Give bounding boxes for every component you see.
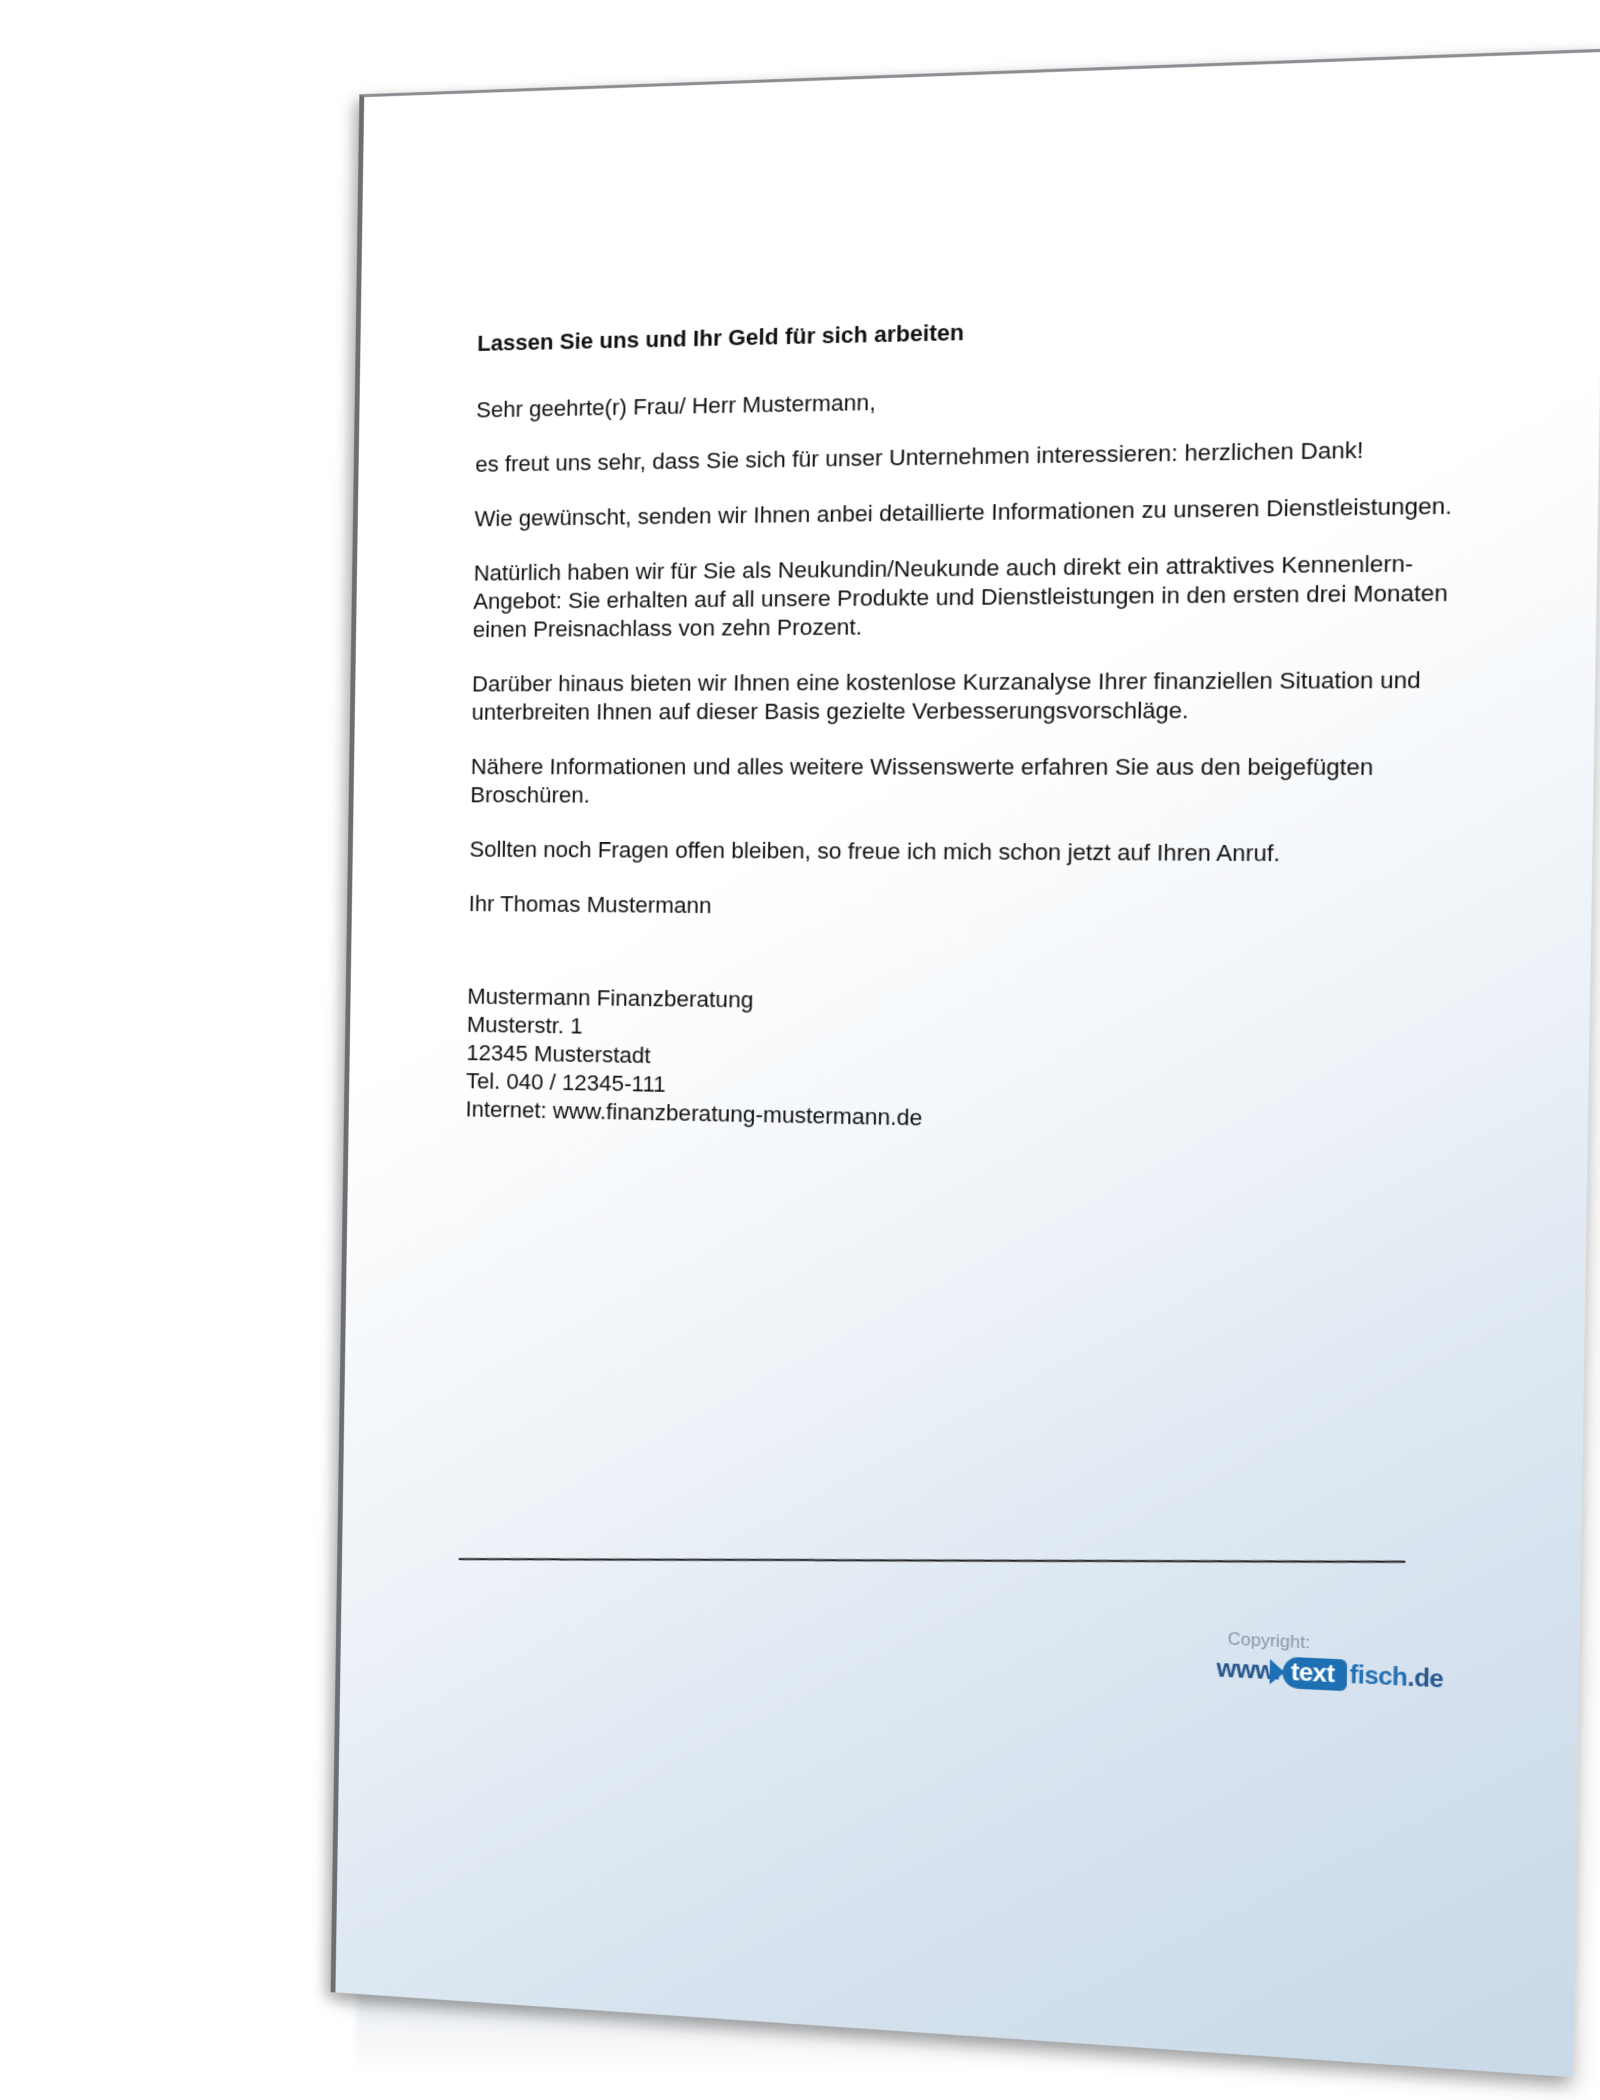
letter-title: Lassen Sie uns und Ihr Geld für sich arbeiten xyxy=(477,319,965,357)
textfisch-logo[interactable] xyxy=(1216,1653,1453,1696)
footer-divider xyxy=(459,1558,1406,1563)
logo-fish-text: text xyxy=(1290,1657,1335,1689)
letter-paragraph: Natürlich haben wir für Sie als Neukundin/Neukunde auch direkt ein attraktives Kennenlern-Angebot: Sie erhalten auf all unsere Produkte und Dienstleistungen in den ersten drei Monaten einen Preisnachlass von zehn Prozent. xyxy=(472,550,1449,643)
letter-paragraph: Nähere Informationen und alles weitere Wissenswerte erfahren Sie aus den beigefügten Broschüren. xyxy=(470,753,1374,808)
fish-icon xyxy=(1282,1657,1348,1692)
letter-paragraph: es freut uns sehr, dass Sie sich für unser Unternehmen interessieren: herzlichen Dank! xyxy=(475,436,1364,477)
logo-prefix: www. xyxy=(1216,1654,1281,1686)
address-company: Mustermann Finanzberatung xyxy=(467,983,754,1013)
address-internet: Internet: www.finanzberatung-mustermann.de xyxy=(465,1096,923,1131)
logo-middle: fisch xyxy=(1349,1660,1408,1693)
logo-suffix: .de xyxy=(1407,1663,1444,1694)
letter-paragraph: Sollten noch Fragen offen bleiben, so freue ich mich schon jetzt auf Ihren Anruf. xyxy=(469,836,1281,867)
fish-tail-icon xyxy=(1269,1659,1284,1685)
sender-address xyxy=(465,983,1447,1144)
letter-paragraph: Wie gewünscht, senden wir Ihnen anbei detaillierte Informationen zu unseren Dienstleistungen. xyxy=(474,492,1453,532)
copyright-label: Copyright: xyxy=(1227,1628,1311,1653)
letter-paragraph: Darüber hinaus bieten wir Ihnen eine kostenlose Kurzanalyse Ihrer finanziellen Situation und unterbreiten Ihnen auf dieser Basis gezielte Verbesserungsvorschläge. xyxy=(471,666,1422,725)
document-page xyxy=(331,49,1600,2078)
address-street: Musterstr. 1 xyxy=(466,1011,583,1039)
letter-body xyxy=(465,307,1458,1143)
address-city: 12345 Musterstadt xyxy=(466,1039,651,1069)
letter-salutation: Sehr geehrte(r) Frau/ Herr Mustermann, xyxy=(476,389,876,423)
address-phone: Tel. 040 / 12345-111 xyxy=(465,1068,666,1097)
copyright-block xyxy=(1216,1628,1453,1696)
letter-signature: Ihr Thomas Mustermann xyxy=(468,890,712,919)
